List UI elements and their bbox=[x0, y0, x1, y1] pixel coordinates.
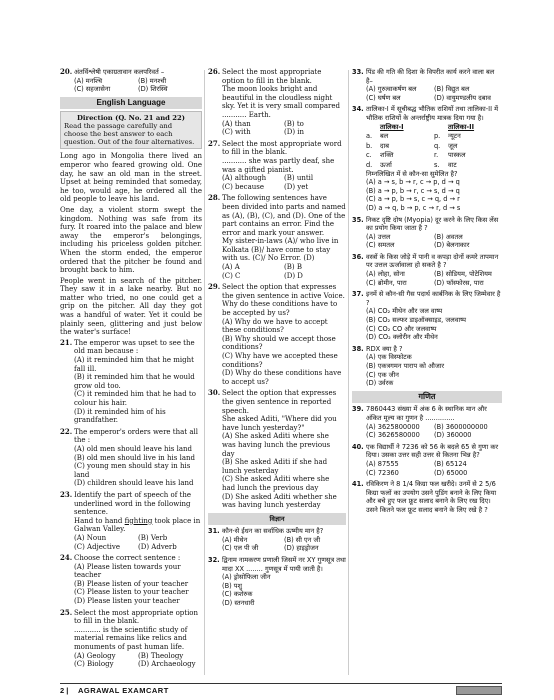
option: (C) एल पी जी bbox=[222, 544, 259, 553]
option: (A) ड्रोसोफिला जीन bbox=[222, 573, 271, 582]
question-36: 36. वस्त्रों के किस जोड़े में पानी व कपड़ा दोनों कमरे तापमान पर उत्तल ऊर्जावाला हो सकते है ? (A) लोहा, सोना (B) सोडियम, पोटेशियम (C) ब्रोमीन, पारा (D) फॉस्फोरस, पारा bbox=[352, 253, 502, 287]
option: (B) 65124 bbox=[434, 459, 467, 468]
option: (A) She asked Aditi where she was having lunch the previous day bbox=[222, 432, 331, 458]
question-21: 21. The emperor was upset to see the old man because : (A) it reminded him that he might fall ill. (B) it reminded him that he would grow old too. (C) it reminded him that he had to colour his hair. (D) it reminded him of his grandfather. bbox=[60, 339, 202, 425]
option: (A) a → s, b → r, c → p, d → q bbox=[366, 178, 460, 187]
option: (B) Theology bbox=[138, 651, 184, 660]
table-cell: शक्ति bbox=[380, 151, 394, 160]
option: (C) एक जीन bbox=[366, 370, 399, 379]
publisher-badge bbox=[456, 686, 502, 695]
table-cell: s. bbox=[434, 160, 440, 169]
option: (A) Please listen towards your teacher bbox=[74, 562, 181, 580]
question-40: 40. एक विद्यार्थी ने 7236 को 56 के बदले 65 से गुणा कर दिया। उसका उत्तर सही उत्तर से कितना भिन्न है? (A) 87555 (B) 65124 (C) 72360 (D) 65000 bbox=[352, 443, 502, 477]
option: (C) Why have we accepted these conditions? bbox=[222, 352, 338, 369]
option: (A) गुरुत्वाकर्षण बल bbox=[366, 85, 417, 94]
option: (D) फॉस्फोरस, पारा bbox=[434, 278, 484, 287]
option: (A) although bbox=[222, 174, 267, 183]
option: (C) Biology bbox=[74, 660, 114, 669]
option: (B) Verb bbox=[138, 533, 168, 542]
table-cell: न्यूटन bbox=[448, 132, 461, 141]
option: (D) D bbox=[284, 271, 303, 280]
direction-title: Direction (Q. No. 21 and 22) bbox=[77, 114, 185, 123]
question-41: 41. रविकिरण ने 8 1/4 किग्रा फल खरीदे। उनमें से 2 5/6 किग्रा फलों का उपयोग उसने पुडिंग बनाने के लिए किया और बचे हुए फल फ्रूट सलाद बनाने के लिए रख दिए। उसने कितने फल फ्रूट सलाद बनाने के लिए रखे है ? bbox=[352, 480, 497, 514]
option: (A) मनश्चि bbox=[74, 76, 103, 85]
option: (B) old men should live in his land bbox=[74, 453, 196, 462]
option: (D) it reminded him of his grandfather. bbox=[74, 407, 166, 425]
option: (C) it reminded him that he had to colour his hair. bbox=[74, 390, 196, 407]
option: (C) सहजासेना bbox=[74, 85, 111, 94]
option: (A) Why do we have to accept these conditions? bbox=[222, 317, 328, 335]
question-sentence: Why do these conditions have to be accepted by us? bbox=[222, 300, 338, 318]
reading-passage bbox=[60, 152, 202, 336]
option: (C) a → p, b → s, c → q, d → r bbox=[366, 195, 460, 204]
column-divider bbox=[204, 70, 205, 675]
question-31: 31. कौन-से ईंधन का सर्वाधिक ऊष्मीय मान है? (A) मीथेन (B) सी एन जी (C) एल पी जी (D) हाइड्रोजन bbox=[208, 527, 346, 553]
option: (B) अवतल bbox=[434, 232, 463, 241]
question-30: 30. Select the option that expresses the given sentence in reported speech. She asked Aditi, "Where did you have lunch yesterday?" (A) She asked Aditi where she was having lunch the previous day (B) She asked Aditi if she had lunch yesterday (C) She asked Aditi where she had lunch the previous day (D) She asked Aditi whether she was having lunch yesterday bbox=[208, 389, 346, 509]
match-table bbox=[366, 123, 502, 170]
question-26: 26. Select the most appropriate option to fill in the blank. The moon looks bright and beautiful in the cloudless night sky. Yet it is very small compared ........... Earth. (A) than (B) to (C) with (D) in bbox=[208, 68, 346, 137]
option: (C) She asked Aditi where she had lunch the previous day bbox=[222, 475, 330, 492]
table-header: तालिका-I bbox=[380, 122, 404, 131]
column-1 bbox=[60, 68, 202, 672]
question-24: 24. Choose the correct sentence : (A) Please listen towards your teacher (B) Please listen of your teacher (C) Please listen to your teacher (D) Please listen your teacher bbox=[60, 554, 202, 606]
direction-box bbox=[60, 111, 202, 149]
option: (D) Why do these conditions have to accept us? bbox=[222, 369, 342, 386]
option: (A) मीथेन bbox=[222, 535, 248, 544]
option: (B) B bbox=[284, 263, 302, 272]
option: (B) विद्युत बल bbox=[434, 85, 470, 94]
table-cell: q. bbox=[434, 141, 441, 150]
table-cell: दाब bbox=[380, 141, 389, 150]
question-sentence: Hand to hand fighting took place in Galwan Valley. bbox=[74, 516, 201, 534]
option: (C) because bbox=[222, 182, 265, 191]
question-39: 39. 7860443 संख्या में अंक 6 के स्थानिक मान और अंकित मूल्य का गुणन है .............. (A) 3625800000 (B) 3600000000 (C) 3626580000 (D) 360000 bbox=[352, 405, 502, 439]
option: (A) 87555 bbox=[366, 459, 399, 468]
option: (D) 360000 bbox=[434, 431, 472, 440]
table-cell: ऊर्जा bbox=[380, 160, 392, 169]
option: (A) CO₂ मीथेन और जल वाष्प bbox=[366, 307, 443, 316]
question-20: 20. अंतर्विश्लेषी एकाग्रतावान कलपरिवर्त – (A) मनश्चि (B) मनश्ची (C) सहजासेना (D) शिरस्थि bbox=[60, 68, 202, 94]
table-header: तालिका-II bbox=[448, 122, 475, 131]
option: (B) CO₂ सल्फर डाइऑक्साइड, जलवाष्प bbox=[366, 316, 466, 325]
option: (B) मनश्ची bbox=[138, 76, 167, 85]
option: (D) शिरस्थि bbox=[138, 85, 168, 94]
page-number: 2 | bbox=[60, 686, 69, 695]
option: (B) until bbox=[284, 174, 314, 183]
option: (D) Adverb bbox=[138, 542, 177, 551]
question-27: 27. Select the most appropriate word to fill in the blank. ........... she was partly deaf, she was a gifted pianist. (A) although (B) until (C) because (D) yet bbox=[208, 140, 346, 192]
table-cell: b. bbox=[366, 141, 373, 150]
question-22: 22. The emperor's orders were that all the : (A) old men should leave his land (B) old men should live in his land (C) young men should stay in his land (D) children should leave his land bbox=[60, 428, 202, 488]
table-cell: जूल bbox=[448, 141, 458, 150]
option: (C) 72360 bbox=[366, 468, 399, 477]
option: (D) a → q, b → p, c → r, d → s bbox=[366, 203, 461, 212]
option: (C) Please listen to your teacher bbox=[74, 588, 189, 597]
question-35: 35. निकट दृष्टि दोष (Myopia) दूर करने के लिए किस लेंस का प्रयोग किया जाता है ? (A) उत्तल (B) अवतल (C) समतल (D) बेलनाकार bbox=[352, 216, 502, 250]
question-sentence: ........... she was partly deaf, she was a gifted pianist. bbox=[222, 156, 335, 174]
question-28: 28. The following sentences have been divided into parts and named as (A), (B), (C), and (D). One of the part contains an error. Find the error and mark your answer. My sister-in-laws (A)/ who live in Kolkata (B)/ have come to stay with us. (C)/ No Error. (D) (A) A (B) B (C) C (D) D bbox=[208, 193, 346, 280]
column-2 bbox=[208, 68, 346, 611]
option: (A) old men should leave his land bbox=[74, 444, 193, 453]
option: (D) children should leave his land bbox=[74, 479, 194, 488]
passage-paragraph: People went in search of the pitcher. They saw it in a lake nearby. But no matter who tried, no one could get a grip on the pitcher. All day they got was a handful of water. Yet it could be plainly seen, glittering and just below the water's surface! bbox=[60, 276, 202, 337]
question-38: 38. RDX क्या है ? (A) एक विस्फोटक (B) एकत्रगमन पाराप को औजार (C) एक जीन (D) उर्वरक bbox=[352, 345, 502, 388]
underlined-word: fighting bbox=[124, 516, 153, 525]
question-37: 37. इनमें से कौन-सी गैस पदार्थ कार्बनिक के लिए जिम्मेवार है ? (A) CO₂ मीथेन और जल वाष्प (B) CO₂ सल्फर डाइऑक्साइड, जलवाष्प (C) CO₂ CO और जलवाष्प (D) CO₂ क्लोरीन और मीथेन bbox=[352, 290, 501, 342]
option: (A) एक विस्फोटक bbox=[366, 353, 412, 362]
option: (B) पशु bbox=[222, 581, 242, 590]
question-29: 29. Select the option that expresses the given sentence in active Voice. Why do these conditions have to be accepted by us? (A) Why do we have to accept these conditions? (B) Why should we accept those conditions? (C) Why have we accepted these conditions? (D) Why do these conditions have to accept us? bbox=[208, 282, 345, 386]
option: (D) उर्वरक bbox=[366, 379, 394, 388]
option: (C) C bbox=[222, 271, 241, 280]
question-sentence: She asked Aditi, "Where did you have lunch yesterday?" bbox=[222, 415, 337, 432]
option: (D) CO₂ क्लोरीन और मीथेन bbox=[366, 333, 438, 342]
question-sentence: ............ is the scientific study of material remains like relics and monuments of past human life. bbox=[74, 625, 188, 652]
option: (D) in bbox=[284, 128, 305, 137]
option: (C) घर्षण बल bbox=[366, 93, 401, 102]
option: (D) 65000 bbox=[434, 468, 468, 477]
table-cell: a. bbox=[366, 132, 373, 141]
question-25: 25. Select the most appropriate option to fill in the blank. ............ is the scientific study of material remains like relics and monuments of past human life. (A) Geology (B) Theology (C) Biology (D) Archaeology bbox=[60, 609, 202, 669]
option: (C) young men should stay in his land bbox=[74, 462, 191, 479]
option: (A) Noun bbox=[74, 533, 107, 542]
question-sentence: The moon looks bright and beautiful in the cloudless night sky. Yet it is very small compared ........... Earth. bbox=[222, 85, 340, 119]
option: (C) कशेरुक bbox=[222, 590, 253, 599]
direction-text: Read the passage carefully and choose the best answer to each question. Out of the four alternatives. bbox=[64, 122, 195, 147]
question-32: 32. द्विनाम नामकरण प्रणाली जिसमें नर XY गुणसूत्र तथा मादा XX ........ गुणसूत्र में पायी जाती है। (A) ड्रोसोफिला जीन (B) पशु (C) कशेरुक (D) स्तनधारी bbox=[208, 556, 346, 608]
question-33: 33. पिंड की गति की दिशा के विपरीत कार्य करने वाला बल है– (A) गुरुत्वाकर्षण बल (B) विद्युत बल (C) घर्षण बल (D) वायुमण्डलीय दबाव bbox=[352, 68, 502, 102]
option: (D) Archaeology bbox=[138, 660, 196, 669]
table-cell: d. bbox=[366, 160, 373, 169]
option: (A) उत्तल bbox=[366, 232, 391, 241]
option: (B) Please listen of your teacher bbox=[74, 579, 189, 588]
option: (A) A bbox=[222, 263, 240, 272]
table-cell: r. bbox=[434, 151, 439, 160]
section-title-science: विज्ञान bbox=[208, 513, 346, 526]
option: (A) लोहा, सोना bbox=[366, 270, 405, 279]
option: (C) 3626580000 bbox=[366, 431, 420, 440]
table-cell: पास्कल bbox=[448, 151, 466, 160]
option: (A) than bbox=[222, 119, 251, 128]
brand-logo: AGRAWAL EXAMCART bbox=[78, 686, 169, 695]
page-footer bbox=[60, 683, 502, 696]
option: (C) समतल bbox=[366, 241, 395, 250]
table-cell: बल bbox=[380, 132, 389, 141]
column-3 bbox=[352, 68, 502, 518]
option: (D) वायुमण्डलीय दबाव bbox=[434, 93, 491, 102]
passage-paragraph: One day, a violent storm swept the kingdom. Nothing was safe from its fury. It roared into the palace and blew away the emperor's belongings, including his priceless golden pitcher. When the storm ended, the emperor ordered that the pitcher be found and brought back to him. bbox=[60, 205, 202, 275]
table-cell: c. bbox=[366, 151, 372, 160]
section-title-english: English Language bbox=[60, 97, 202, 110]
option: (D) बेलनाकार bbox=[434, 241, 470, 250]
option: (D) yet bbox=[284, 182, 309, 191]
option: (A) 3625800000 bbox=[366, 422, 420, 431]
option: (C) with bbox=[222, 128, 251, 137]
table-cell: p. bbox=[434, 132, 441, 141]
option: (B) एकत्रगमन पाराप को औजार bbox=[366, 362, 445, 370]
question-sentence: निम्नलिखित में से कौन-सा सुमेलित है? bbox=[366, 169, 458, 178]
option: (B) She asked Aditi if she had lunch yesterday bbox=[222, 458, 328, 475]
question-34: 34. तालिका-I में सूचीबद्ध भौतिक राशियों तथा तालिका-II में भौतिक राशियों के अन्तर्राष्ट्रीय मात्रक दिया गया है। तालिका-I तालिका-II a. बल p. न्यूटन b. दाब q. जूल c. शक्ति r. पास्कल d. ऊर्जा s. वाट निम्नलिखित में से कौन-सा सुमेलित है? (A) a → s, b → r, c → p, d → q (B) a → p, b → r, c → s, d → q (C) a → p, b → s, c → q, d → r (D) a → q, b → p, c → r, d → s bbox=[352, 105, 502, 212]
column-divider bbox=[348, 70, 349, 675]
passage-paragraph: Long ago in Mongolia there lived an emperor who feared growing old. One day, he saw an old man in the street. Upset at being reminded that someday, he too, would age, he ordered all the old people to leave his land. bbox=[60, 152, 202, 204]
option: (D) हाइड्रोजन bbox=[284, 544, 319, 553]
option: (B) सी एन जी bbox=[284, 535, 321, 544]
option: (A) Geology bbox=[74, 651, 116, 660]
option: (A) it reminded him that he might fall ill. bbox=[74, 356, 194, 373]
option: (B) सोडियम, पोटेशियम bbox=[434, 270, 492, 279]
option: (B) to bbox=[284, 119, 304, 128]
option: (C) CO₂ CO और जलवाष्प bbox=[366, 324, 437, 333]
option: (B) 3600000000 bbox=[434, 422, 488, 431]
option: (B) Why should we accept those conditions? bbox=[222, 334, 336, 352]
option: (B) it reminded him that he would grow old too. bbox=[74, 373, 195, 390]
option: (D) She asked Aditi whether she was having lunch yesterday bbox=[222, 492, 337, 510]
option: (B) a → p, b → r, c → s, d → q bbox=[366, 186, 460, 195]
section-title-math: गणित bbox=[352, 391, 502, 404]
option: (C) Adjective bbox=[74, 542, 120, 551]
table-cell: वाट bbox=[448, 160, 457, 169]
option: (D) Please listen your teacher bbox=[74, 597, 180, 606]
option: (D) स्तनधारी bbox=[222, 599, 255, 608]
question-sentence: My sister-in-laws (A)/ who live in Kolkata (B)/ have come to stay with us. (C)/ No Error. (D) bbox=[222, 237, 339, 263]
option: (C) ब्रोमीन, पारा bbox=[366, 278, 407, 287]
question-23: 23. Identify the part of speech of the underlined word in the following sentence. Hand to hand fighting took place in Galwan Valley. (A) Noun (B) Verb (C) Adjective (D) Adverb bbox=[60, 489, 201, 551]
